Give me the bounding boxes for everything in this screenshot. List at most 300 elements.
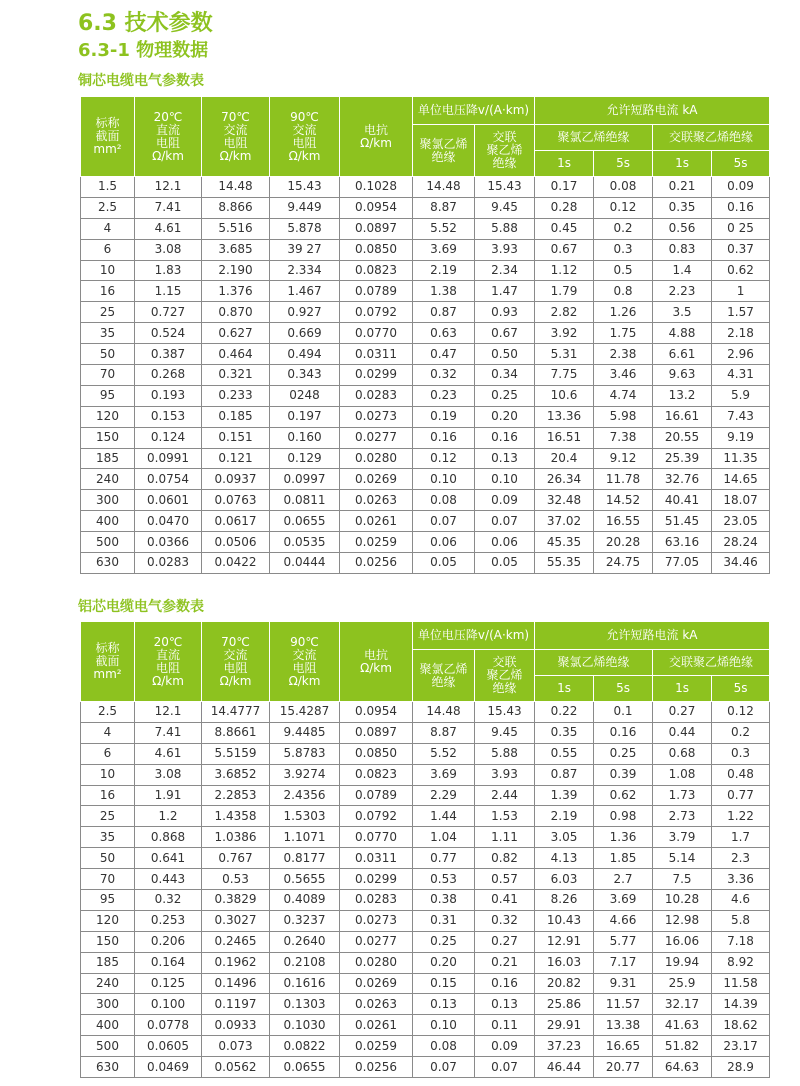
table-cell: 0.151 bbox=[202, 427, 270, 448]
table-cell: 0.160 bbox=[270, 427, 340, 448]
table-cell: 0.50 bbox=[475, 344, 535, 365]
table-cell: 14.48 bbox=[413, 177, 475, 198]
table-cell: 0.32 bbox=[475, 910, 535, 931]
table-cell: 0.0763 bbox=[202, 490, 270, 511]
table-cell: 0.0259 bbox=[340, 1036, 413, 1057]
table-cell: 25 bbox=[81, 806, 135, 827]
table-cell: 0.19 bbox=[413, 406, 475, 427]
table-cell: 0.727 bbox=[135, 302, 202, 323]
table-cell: 0.0269 bbox=[340, 469, 413, 490]
table-row bbox=[81, 910, 770, 931]
table-cell: 64.63 bbox=[653, 1057, 712, 1078]
table-cell: 2.38 bbox=[594, 344, 653, 365]
table-cell: 0.12 bbox=[712, 702, 770, 723]
table-cell: 1.5 bbox=[81, 177, 135, 198]
table-cell: 0.47 bbox=[413, 344, 475, 365]
table-cell: 0.11 bbox=[475, 1015, 535, 1036]
table-cell: 0.3027 bbox=[202, 910, 270, 931]
table-cell: 0.3829 bbox=[202, 890, 270, 911]
table-cell: 0.0469 bbox=[135, 1057, 202, 1078]
table-cell: 0.1030 bbox=[270, 1015, 340, 1036]
table-cell: 0.55 bbox=[535, 743, 594, 764]
table-row bbox=[81, 344, 770, 365]
table-cell: 3.93 bbox=[475, 239, 535, 260]
table-cell: 5.5159 bbox=[202, 743, 270, 764]
table-cell: 0.63 bbox=[413, 323, 475, 344]
table-cell: 16.06 bbox=[653, 931, 712, 952]
header-dc-resistance-20c: 20℃ 直流 电阻 Ω/km bbox=[135, 97, 202, 177]
table-cell: 23.17 bbox=[712, 1036, 770, 1057]
header-reactance: 电抗 Ω/km bbox=[340, 622, 413, 702]
table-cell: 0248 bbox=[270, 385, 340, 406]
aluminum-table-caption: 铝芯电缆电气参数表 bbox=[78, 599, 204, 615]
table-cell: 0.25 bbox=[475, 385, 535, 406]
table-cell: 14.52 bbox=[594, 490, 653, 511]
table-cell: 0.06 bbox=[413, 532, 475, 553]
table-cell: 3.69 bbox=[413, 764, 475, 785]
table-row bbox=[81, 427, 770, 448]
table-row bbox=[81, 553, 770, 574]
table-cell: 0.0366 bbox=[135, 532, 202, 553]
table-cell: 0.23 bbox=[413, 385, 475, 406]
table-cell: 0.22 bbox=[535, 702, 594, 723]
table-cell: 20.4 bbox=[535, 448, 594, 469]
table-cell: 0.0256 bbox=[340, 1057, 413, 1078]
table-cell: 0.321 bbox=[202, 365, 270, 386]
table-cell: 28.9 bbox=[712, 1057, 770, 1078]
table-cell: 0.35 bbox=[535, 722, 594, 743]
table-cell: 0.0277 bbox=[340, 427, 413, 448]
table-cell: 0.2640 bbox=[270, 931, 340, 952]
table-cell: 0.1496 bbox=[202, 973, 270, 994]
table-cell: 3.08 bbox=[135, 239, 202, 260]
table-cell: 3.46 bbox=[594, 365, 653, 386]
table-cell: 0.073 bbox=[202, 1036, 270, 1057]
table-cell: 2.5 bbox=[81, 197, 135, 218]
table-cell: 2.29 bbox=[413, 785, 475, 806]
table-cell: 2.190 bbox=[202, 260, 270, 281]
header-nominal-area: 标称 截面 mm² bbox=[81, 622, 135, 702]
table-cell: 0.0506 bbox=[202, 532, 270, 553]
table-cell: 0.0256 bbox=[340, 553, 413, 574]
table-cell: 15.43 bbox=[475, 177, 535, 198]
table-cell: 0.12 bbox=[594, 197, 653, 218]
table-cell: 1.91 bbox=[135, 785, 202, 806]
table-cell: 7.75 bbox=[535, 365, 594, 386]
table-cell: 0.06 bbox=[475, 532, 535, 553]
table-cell: 4 bbox=[81, 218, 135, 239]
table-cell: 37.02 bbox=[535, 511, 594, 532]
table-cell: 20.82 bbox=[535, 973, 594, 994]
table-cell: 2.18 bbox=[712, 323, 770, 344]
table-cell: 0.0822 bbox=[270, 1036, 340, 1057]
table-cell: 0.0259 bbox=[340, 532, 413, 553]
table-row bbox=[81, 806, 770, 827]
table-cell: 70 bbox=[81, 365, 135, 386]
table-cell: 0.16 bbox=[475, 973, 535, 994]
table-cell: 0.3237 bbox=[270, 910, 340, 931]
table-cell: 0.0283 bbox=[340, 890, 413, 911]
table-cell: 8.92 bbox=[712, 952, 770, 973]
table-cell: 0.627 bbox=[202, 323, 270, 344]
table-cell: 4 bbox=[81, 722, 135, 743]
table-cell: 0.524 bbox=[135, 323, 202, 344]
table-cell: 5.8783 bbox=[270, 743, 340, 764]
table-cell: 26.34 bbox=[535, 469, 594, 490]
table-cell: 0.08 bbox=[413, 1036, 475, 1057]
table-cell: 1.47 bbox=[475, 281, 535, 302]
table-cell: 2.23 bbox=[653, 281, 712, 302]
section-subtitle: 6.3-1 物理数据 bbox=[78, 40, 209, 61]
table-cell: 240 bbox=[81, 973, 135, 994]
table-cell: 1.15 bbox=[135, 281, 202, 302]
table-cell: 25.86 bbox=[535, 994, 594, 1015]
table-cell: 4.61 bbox=[135, 743, 202, 764]
header-voltage-drop: 单位电压降v/(A·km) bbox=[413, 97, 535, 125]
table-cell: 0.641 bbox=[135, 848, 202, 869]
table-cell: 150 bbox=[81, 427, 135, 448]
table-cell: 0.13 bbox=[475, 448, 535, 469]
table-cell: 5.52 bbox=[413, 218, 475, 239]
table-cell: 0.20 bbox=[413, 952, 475, 973]
table-cell: 0.2 bbox=[594, 218, 653, 239]
table-cell: 0.1 bbox=[594, 702, 653, 723]
table-cell: 7.43 bbox=[712, 406, 770, 427]
table-cell: 2.19 bbox=[413, 260, 475, 281]
table-cell: 0.0770 bbox=[340, 323, 413, 344]
table-cell: 14.48 bbox=[413, 702, 475, 723]
table-cell: 1.79 bbox=[535, 281, 594, 302]
header-sc-xlpe-5s: 5s bbox=[712, 151, 770, 177]
table-cell: 0.129 bbox=[270, 448, 340, 469]
table-cell: 1.11 bbox=[475, 827, 535, 848]
table-cell: 10.28 bbox=[653, 890, 712, 911]
header-short-circuit-current: 允许短路电流 kA bbox=[535, 622, 770, 650]
table-cell: 8.26 bbox=[535, 890, 594, 911]
table-cell: 0.253 bbox=[135, 910, 202, 931]
table-cell: 630 bbox=[81, 553, 135, 574]
table-cell: 7.18 bbox=[712, 931, 770, 952]
table-cell: 0.45 bbox=[535, 218, 594, 239]
table-cell: 0.121 bbox=[202, 448, 270, 469]
table-cell: 0.0470 bbox=[135, 511, 202, 532]
table-cell: 0.0789 bbox=[340, 785, 413, 806]
table-cell: 300 bbox=[81, 994, 135, 1015]
table-cell: 32.17 bbox=[653, 994, 712, 1015]
table-cell: 45.35 bbox=[535, 532, 594, 553]
table-cell: 35 bbox=[81, 323, 135, 344]
table-cell: 0.2108 bbox=[270, 952, 340, 973]
table-cell: 0.21 bbox=[653, 177, 712, 198]
header-sc-pvc-5s: 5s bbox=[594, 676, 653, 702]
table-cell: 0.0897 bbox=[340, 218, 413, 239]
table-cell: 0.0280 bbox=[340, 952, 413, 973]
table-cell: 0.39 bbox=[594, 764, 653, 785]
table-cell: 11.78 bbox=[594, 469, 653, 490]
table-cell: 0.343 bbox=[270, 365, 340, 386]
table-cell: 0.193 bbox=[135, 385, 202, 406]
table-cell: 0.2465 bbox=[202, 931, 270, 952]
table-row bbox=[81, 365, 770, 386]
table-cell: 0.48 bbox=[712, 764, 770, 785]
table-cell: 7.41 bbox=[135, 197, 202, 218]
table-cell: 0.09 bbox=[475, 490, 535, 511]
table-cell: 1.57 bbox=[712, 302, 770, 323]
table-cell: 0.25 bbox=[594, 743, 653, 764]
table-cell: 0.0792 bbox=[340, 302, 413, 323]
table-cell: 0.153 bbox=[135, 406, 202, 427]
table-row bbox=[81, 323, 770, 344]
table-cell: 12.98 bbox=[653, 910, 712, 931]
header-sc-pvc-5s: 5s bbox=[594, 151, 653, 177]
header-sc-pvc-1s: 1s bbox=[535, 676, 594, 702]
table-cell: 5.77 bbox=[594, 931, 653, 952]
table-cell: 3.79 bbox=[653, 827, 712, 848]
header-sc-xlpe: 交联聚乙烯绝缘 bbox=[653, 125, 770, 151]
table-cell: 0.0997 bbox=[270, 469, 340, 490]
table-cell: 25.9 bbox=[653, 973, 712, 994]
table-row bbox=[81, 218, 770, 239]
table-cell: 8.87 bbox=[413, 722, 475, 743]
table-cell: 7.38 bbox=[594, 427, 653, 448]
table-cell: 0.0311 bbox=[340, 344, 413, 365]
table-cell: 16.51 bbox=[535, 427, 594, 448]
table-row bbox=[81, 448, 770, 469]
table-cell: 10 bbox=[81, 764, 135, 785]
table-cell: 0.27 bbox=[475, 931, 535, 952]
table-cell: 0 25 bbox=[712, 218, 770, 239]
table-cell: 0.10 bbox=[413, 469, 475, 490]
table-cell: 0.0605 bbox=[135, 1036, 202, 1057]
table-row bbox=[81, 764, 770, 785]
table-cell: 7.5 bbox=[653, 869, 712, 890]
table-cell: 1.2 bbox=[135, 806, 202, 827]
table-cell: 0.0655 bbox=[270, 511, 340, 532]
table-cell: 0.0811 bbox=[270, 490, 340, 511]
table-cell: 10.6 bbox=[535, 385, 594, 406]
section-title: 6.3 技术参数 bbox=[78, 11, 213, 36]
table-cell: 16.55 bbox=[594, 511, 653, 532]
table-cell: 0.09 bbox=[475, 1036, 535, 1057]
table-cell: 0.0562 bbox=[202, 1057, 270, 1078]
table-cell: 0.77 bbox=[413, 848, 475, 869]
table-cell: 12.91 bbox=[535, 931, 594, 952]
header-sc-pvc-1s: 1s bbox=[535, 151, 594, 177]
table-cell: 0.494 bbox=[270, 344, 340, 365]
table-cell: 0.31 bbox=[413, 910, 475, 931]
table-cell: 14.65 bbox=[712, 469, 770, 490]
table-cell: 51.82 bbox=[653, 1036, 712, 1057]
table-cell: 1.83 bbox=[135, 260, 202, 281]
header-sc-xlpe: 交联聚乙烯绝缘 bbox=[653, 650, 770, 676]
table-cell: 3.9274 bbox=[270, 764, 340, 785]
header-sc-pvc: 聚氯乙烯绝缘 bbox=[535, 125, 653, 151]
table-cell: 35 bbox=[81, 827, 135, 848]
copper-table-caption: 铜芯电缆电气参数表 bbox=[78, 73, 204, 89]
table-cell: 0.10 bbox=[475, 469, 535, 490]
header-nominal-area: 标称 截面 mm² bbox=[81, 97, 135, 177]
table-cell: 0.387 bbox=[135, 344, 202, 365]
table-cell: 0.13 bbox=[475, 994, 535, 1015]
table-cell: 2.3 bbox=[712, 848, 770, 869]
table-cell: 7.41 bbox=[135, 722, 202, 743]
table-row bbox=[81, 869, 770, 890]
table-cell: 70 bbox=[81, 869, 135, 890]
table-cell: 1.39 bbox=[535, 785, 594, 806]
table-cell: 25.39 bbox=[653, 448, 712, 469]
table-cell: 0.16 bbox=[475, 427, 535, 448]
table-cell: 11.58 bbox=[712, 973, 770, 994]
table-cell: 300 bbox=[81, 490, 135, 511]
table-cell: 0.07 bbox=[475, 1057, 535, 1078]
table-cell: 14.4777 bbox=[202, 702, 270, 723]
table-row bbox=[81, 722, 770, 743]
table-cell: 5.52 bbox=[413, 743, 475, 764]
table-cell: 5.9 bbox=[712, 385, 770, 406]
table-cell: 25 bbox=[81, 302, 135, 323]
table-row bbox=[81, 177, 770, 198]
table-cell: 0.0263 bbox=[340, 490, 413, 511]
table-cell: 13.36 bbox=[535, 406, 594, 427]
table-cell: 2.73 bbox=[653, 806, 712, 827]
table-cell: 41.63 bbox=[653, 1015, 712, 1036]
table-cell: 0.08 bbox=[594, 177, 653, 198]
table-cell: 400 bbox=[81, 1015, 135, 1036]
table-row bbox=[81, 931, 770, 952]
table-cell: 2.334 bbox=[270, 260, 340, 281]
table-row bbox=[81, 848, 770, 869]
table-cell: 77.05 bbox=[653, 553, 712, 574]
table-cell: 0.07 bbox=[413, 1057, 475, 1078]
copper-cable-table bbox=[80, 96, 770, 574]
table-cell: 0.206 bbox=[135, 931, 202, 952]
table-cell: 1.4358 bbox=[202, 806, 270, 827]
table-cell: 0.0311 bbox=[340, 848, 413, 869]
table-cell: 0.0754 bbox=[135, 469, 202, 490]
table-cell: 0.0850 bbox=[340, 743, 413, 764]
table-cell: 1.4 bbox=[653, 260, 712, 281]
table-cell: 0.16 bbox=[413, 427, 475, 448]
table-cell: 9.63 bbox=[653, 365, 712, 386]
table-cell: 0.67 bbox=[475, 323, 535, 344]
table-cell: 630 bbox=[81, 1057, 135, 1078]
table-cell: 0.38 bbox=[413, 890, 475, 911]
table-row bbox=[81, 406, 770, 427]
table-cell: 0.0299 bbox=[340, 869, 413, 890]
table-row bbox=[81, 260, 770, 281]
table-cell: 0.0269 bbox=[340, 973, 413, 994]
table-cell: 16 bbox=[81, 281, 135, 302]
table-row bbox=[81, 239, 770, 260]
table-cell: 5.88 bbox=[475, 743, 535, 764]
table-cell: 0.05 bbox=[413, 553, 475, 574]
table-cell: 15.43 bbox=[270, 177, 340, 198]
table-cell: 4.88 bbox=[653, 323, 712, 344]
table-row bbox=[81, 702, 770, 723]
header-ac-resistance-90c: 90℃ 交流 电阻 Ω/km bbox=[270, 622, 340, 702]
table-cell: 12.1 bbox=[135, 702, 202, 723]
table-cell: 1.0386 bbox=[202, 827, 270, 848]
table-cell: 3.5 bbox=[653, 302, 712, 323]
table-cell: 3.05 bbox=[535, 827, 594, 848]
table-cell: 9.12 bbox=[594, 448, 653, 469]
table-row bbox=[81, 785, 770, 806]
table-cell: 32.48 bbox=[535, 490, 594, 511]
table-cell: 2.7 bbox=[594, 869, 653, 890]
table-cell: 6 bbox=[81, 239, 135, 260]
table-cell: 4.61 bbox=[135, 218, 202, 239]
table-cell: 0.3 bbox=[594, 239, 653, 260]
table-cell: 0.0655 bbox=[270, 1057, 340, 1078]
table-cell: 1.22 bbox=[712, 806, 770, 827]
table-cell: 0.125 bbox=[135, 973, 202, 994]
table-row bbox=[81, 469, 770, 490]
table-cell: 0.5 bbox=[594, 260, 653, 281]
header-vdrop-xlpe: 交联 聚乙烯 绝缘 bbox=[475, 650, 535, 702]
table-cell: 9.449 bbox=[270, 197, 340, 218]
table-cell: 0.0601 bbox=[135, 490, 202, 511]
table-cell: 0.16 bbox=[712, 197, 770, 218]
table-cell: 0.83 bbox=[653, 239, 712, 260]
table-cell: 0.56 bbox=[653, 218, 712, 239]
table-cell: 37.23 bbox=[535, 1036, 594, 1057]
table-cell: 400 bbox=[81, 511, 135, 532]
table-cell: 1.36 bbox=[594, 827, 653, 848]
table-cell: 1.38 bbox=[413, 281, 475, 302]
table-cell: 2.4356 bbox=[270, 785, 340, 806]
table-cell: 5.878 bbox=[270, 218, 340, 239]
table-cell: 0.17 bbox=[535, 177, 594, 198]
table-cell: 5.88 bbox=[475, 218, 535, 239]
table-cell: 4.66 bbox=[594, 910, 653, 931]
table-cell: 63.16 bbox=[653, 532, 712, 553]
table-cell: 0.8 bbox=[594, 281, 653, 302]
header-ac-resistance-70c: 70℃ 交流 电阻 Ω/km bbox=[202, 622, 270, 702]
table-cell: 1.73 bbox=[653, 785, 712, 806]
table-cell: 0.41 bbox=[475, 890, 535, 911]
table-row bbox=[81, 890, 770, 911]
table-row bbox=[81, 197, 770, 218]
table-cell: 0.233 bbox=[202, 385, 270, 406]
table-cell: 2.2853 bbox=[202, 785, 270, 806]
table-cell: 0.68 bbox=[653, 743, 712, 764]
table-cell: 0.0823 bbox=[340, 260, 413, 281]
table-cell: 0.8177 bbox=[270, 848, 340, 869]
table-cell: 1.26 bbox=[594, 302, 653, 323]
table-cell: 0.185 bbox=[202, 406, 270, 427]
table-cell: 0.0422 bbox=[202, 553, 270, 574]
table-cell: 3.36 bbox=[712, 869, 770, 890]
header-ac-resistance-70c: 70℃ 交流 电阻 Ω/km bbox=[202, 97, 270, 177]
table-cell: 0.443 bbox=[135, 869, 202, 890]
table-cell: 0.28 bbox=[535, 197, 594, 218]
table-cell: 1.5303 bbox=[270, 806, 340, 827]
table-cell: 0.53 bbox=[202, 869, 270, 890]
table-cell: 16.65 bbox=[594, 1036, 653, 1057]
table-row bbox=[81, 490, 770, 511]
table-cell: 1.376 bbox=[202, 281, 270, 302]
table-cell: 0.37 bbox=[712, 239, 770, 260]
table-cell: 8.8661 bbox=[202, 722, 270, 743]
table-cell: 0.62 bbox=[594, 785, 653, 806]
table-cell: 0.0617 bbox=[202, 511, 270, 532]
table-cell: 1.12 bbox=[535, 260, 594, 281]
table-cell: 51.45 bbox=[653, 511, 712, 532]
table-cell: 3.92 bbox=[535, 323, 594, 344]
table-cell: 0.870 bbox=[202, 302, 270, 323]
table-cell: 0.0280 bbox=[340, 448, 413, 469]
table-cell: 500 bbox=[81, 1036, 135, 1057]
